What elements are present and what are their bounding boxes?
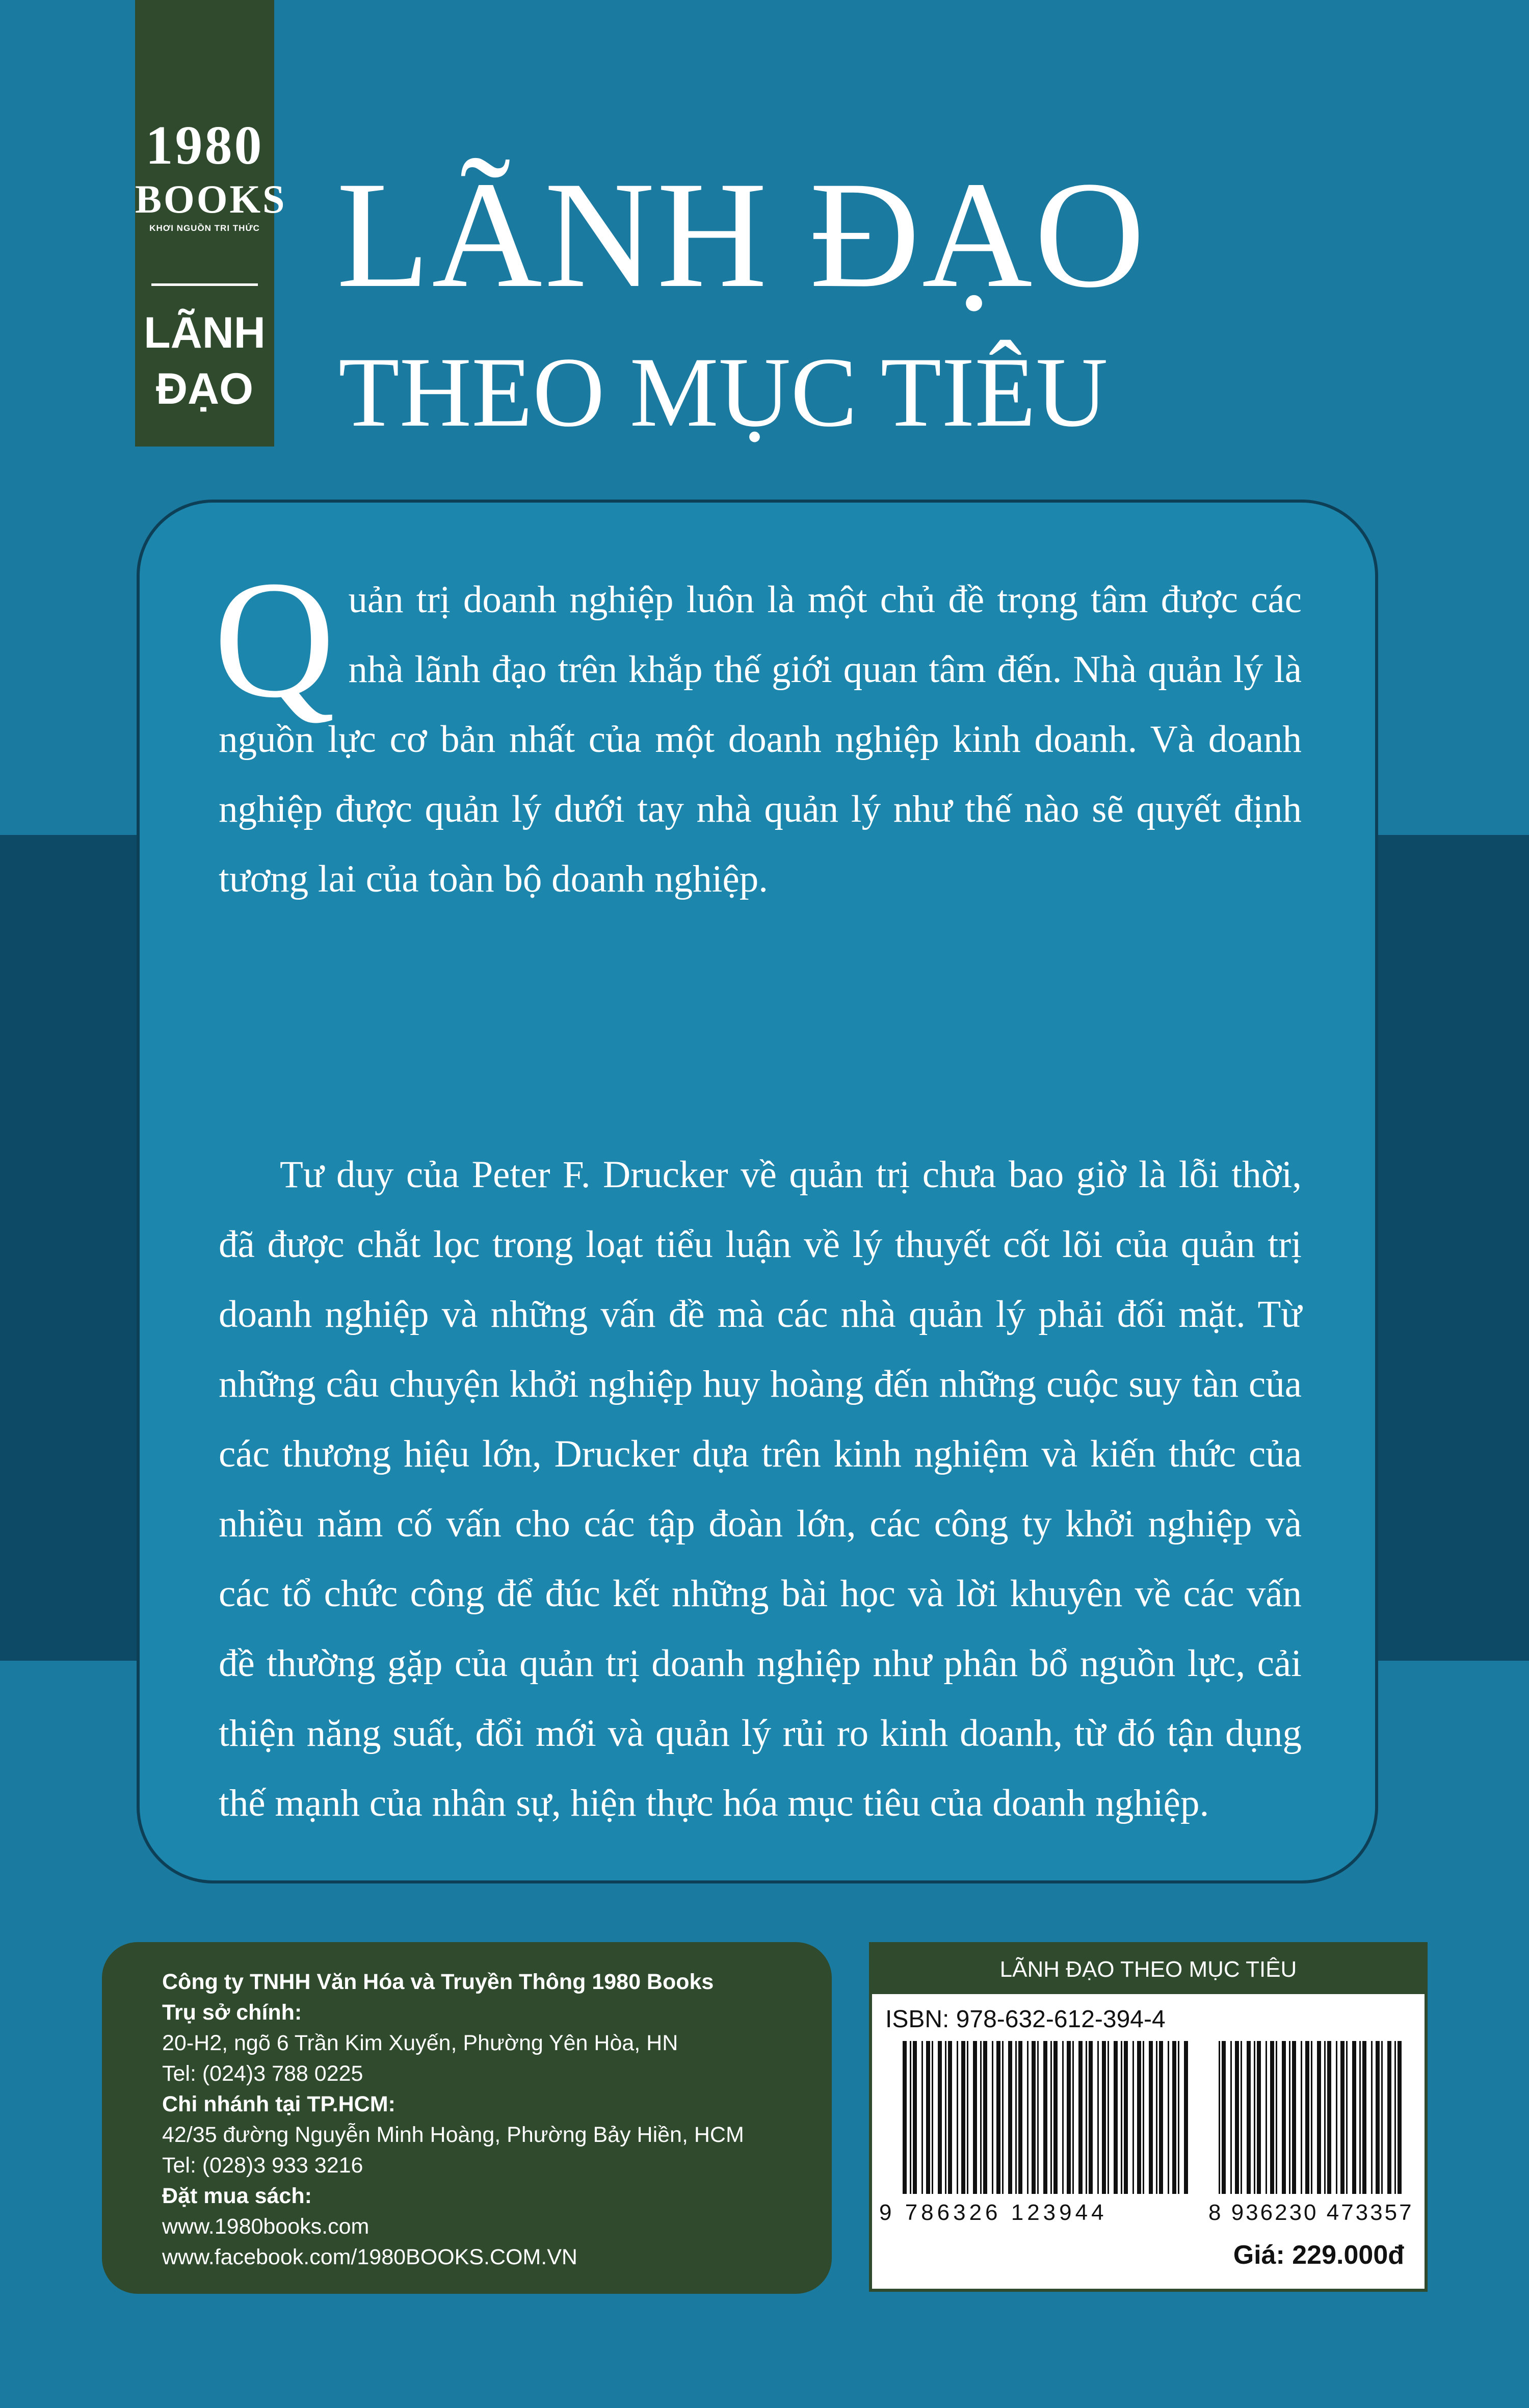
blurb-panel	[137, 500, 1378, 1883]
book-title-line2: THEO MỤC TIÊU	[338, 337, 1108, 448]
branch-address: 42/35 đường Nguyễn Minh Hoàng, Phường Bảy Hiền, HCM	[162, 2123, 744, 2147]
drop-cap: Q	[214, 546, 335, 732]
series-label-line2: ĐẠO	[155, 364, 254, 413]
isbn-text: ISBN: 978-632-612-394-4	[885, 2006, 1166, 2033]
series-label-line1: LÃNH	[144, 308, 266, 357]
tag-divider	[151, 283, 258, 286]
company-name: Công ty TNHH Văn Hóa và Truyền Thông 1980 Books	[162, 1970, 714, 1994]
blurb-paragraph-2: Tư duy của Peter F. Drucker về quản trị chưa bao giờ là lỗi thời, đã được chắt lọc trong loạt tiểu luận về lý thuyết cốt lõi của quản trị doanh nghiệp và những vấn đề mà các nhà quản lý phải đối mặt. Từ những câu chuyện khởi nghiệp huy hoàng đến những cuộc suy tàn của các thương hiệu lớn, Drucker dựa trên kinh nghiệm và kiến thức của nhiều năm cố vấn cho các tập đoàn lớn, các công ty khởi nghiệp và các tổ chức công để đúc kết những bài học và lời khuyên về các vấn đề thường gặp của quản trị doanh nghiệp như phân bổ nguồn lực, cải thiện năng suất, đổi mới và quản lý rủi ro kinh doanh, từ đó tận dụng thế mạnh của nhân sự, hiện thực hóa mục tiêu của doanh nghiệp.	[219, 1154, 1302, 1824]
barcode-icon	[903, 2041, 1412, 2194]
hq-label: Trụ sở chính:	[162, 2000, 302, 2025]
hq-tel: Tel: (024)3 788 0225	[162, 2061, 363, 2086]
price-label: Giá: 229.000đ	[1233, 2240, 1404, 2270]
publisher-logo-tagline: KHƠI NGUỒN TRI THỨC	[149, 223, 260, 233]
barcode-header: LÃNH ĐẠO THEO MỤC TIÊU	[872, 1945, 1425, 1994]
publisher-logo-number: 1980	[145, 115, 264, 176]
barcode-box	[869, 1942, 1428, 2292]
branch-label: Chi nhánh tại TP.HCM:	[162, 2092, 396, 2116]
website-link[interactable]: www.1980books.com	[162, 2214, 370, 2239]
branch-tel: Tel: (028)3 933 3216	[162, 2153, 363, 2178]
blurb-paragraph-1-text: uản trị doanh nghiệp luôn là một chủ đề trọng tâm được các nhà lãnh đạo trên khắp thế giới quan tâm đến. Nhà quản lý là nguồn lực cơ bản nhất của một doanh nghiệp kinh doanh. Và doanh nghiệp được quản lý dưới tay nhà quản lý như thế nào sẽ quyết định tương lai của toàn bộ doanh nghiệp.	[219, 579, 1302, 900]
barcode-digits-supplement: 8 936230 473357	[1208, 2200, 1414, 2225]
book-title-line1: LÃNH ĐẠO	[336, 150, 1147, 319]
barcode-digits-main: 9 786326 123944	[879, 2200, 1108, 2225]
hq-address: 20-H2, ngõ 6 Trần Kim Xuyến, Phường Yên Hòa, HN	[162, 2031, 678, 2055]
series-label	[135, 305, 274, 417]
publisher-logo-word: BOOKS	[135, 177, 287, 221]
publisher-contact-box	[102, 1942, 832, 2294]
order-label: Đặt mua sách:	[162, 2184, 312, 2208]
blurb-paragraph-1	[214, 546, 1302, 914]
publisher-tag	[135, 0, 287, 447]
facebook-link[interactable]: www.facebook.com/1980BOOKS.COM.VN	[162, 2245, 577, 2269]
